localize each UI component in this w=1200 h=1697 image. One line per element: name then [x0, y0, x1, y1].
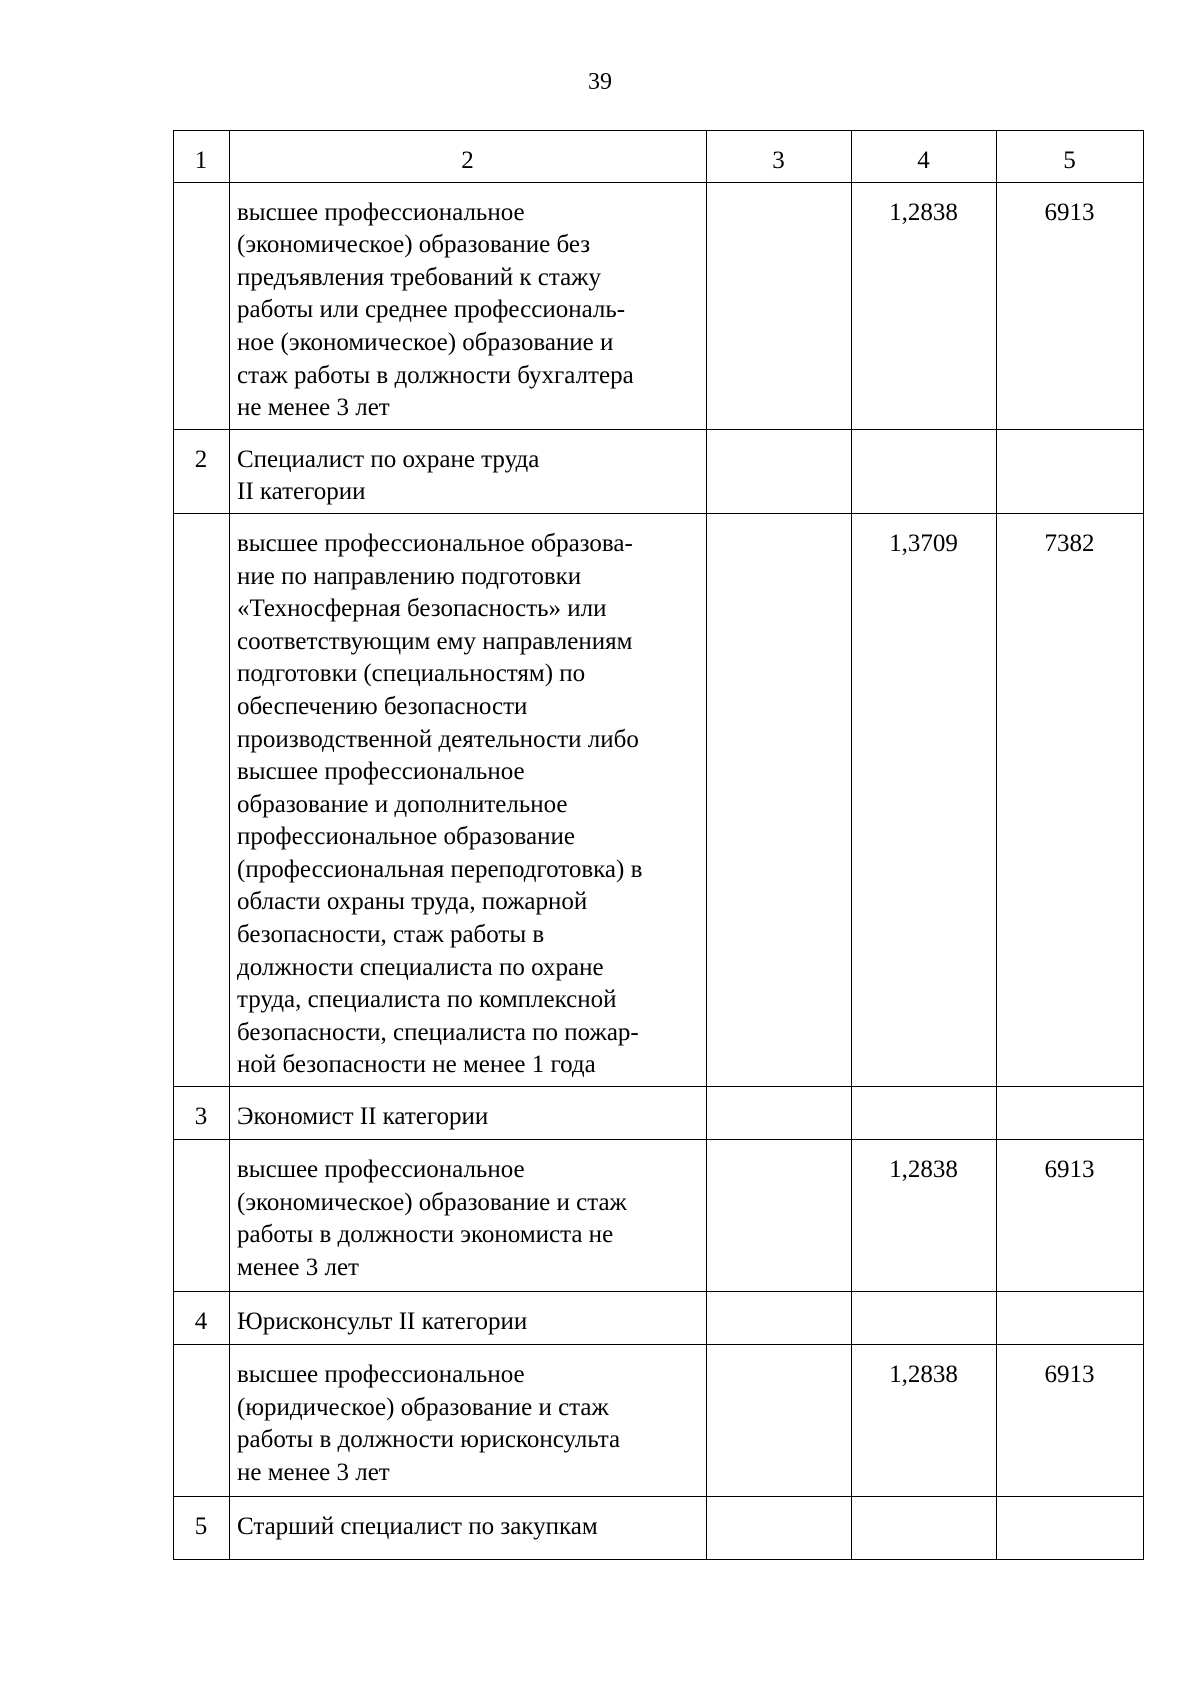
column-header-5: 5	[997, 131, 1144, 183]
coefficient-cell: 1,3709	[852, 513, 997, 1086]
table-row	[174, 182, 1144, 429]
table-header-row	[174, 131, 1144, 183]
column-3-cell	[707, 1345, 852, 1497]
row-number: 5	[174, 1497, 230, 1560]
table-row	[174, 1087, 1144, 1140]
coefficient-cell: 1,2838	[852, 1345, 997, 1497]
column-3-cell	[707, 1140, 852, 1292]
position-title: Специалист по охране труда II категории	[230, 429, 707, 513]
table-row	[174, 1140, 1144, 1292]
column-3-cell	[707, 1292, 852, 1345]
salary-cell	[997, 1087, 1144, 1140]
qualification-table	[173, 130, 1144, 1560]
salary-cell	[997, 1497, 1144, 1560]
page-number: 39	[588, 69, 612, 95]
salary-cell	[997, 1292, 1144, 1345]
coefficient-cell: 1,2838	[852, 1140, 997, 1292]
table-row	[174, 513, 1144, 1086]
column-3-cell	[707, 429, 852, 513]
salary-cell: 6913	[997, 1345, 1144, 1497]
coefficient-cell: 1,2838	[852, 182, 997, 429]
row-number	[174, 1140, 230, 1292]
salary-cell: 6913	[997, 1140, 1144, 1292]
requirement-text: высшее профессиональное (экономическое) образование без предъявления требований к стажу работы или среднее профессиональ- ное (экономическое) образование и стаж работы в должности бухгалтера не менее 3 лет	[230, 182, 707, 429]
requirement-text: высшее профессиональное (юридическое) образование и стаж работы в должности юрисконсульта не менее 3 лет	[230, 1345, 707, 1497]
coefficient-cell	[852, 1087, 997, 1140]
row-number	[174, 513, 230, 1086]
coefficient-cell	[852, 1292, 997, 1345]
row-number	[174, 1345, 230, 1497]
row-number	[174, 182, 230, 429]
column-header-4: 4	[852, 131, 997, 183]
column-3-cell	[707, 182, 852, 429]
column-header-3: 3	[707, 131, 852, 183]
salary-cell: 6913	[997, 182, 1144, 429]
column-header-1: 1	[174, 131, 230, 183]
coefficient-cell	[852, 1497, 997, 1560]
position-title: Старший специалист по закупкам	[230, 1497, 707, 1560]
column-3-cell	[707, 513, 852, 1086]
row-number: 3	[174, 1087, 230, 1140]
position-title: Юрисконсульт II категории	[230, 1292, 707, 1345]
table-row	[174, 1497, 1144, 1560]
table-row	[174, 1292, 1144, 1345]
salary-cell	[997, 429, 1144, 513]
requirement-text: высшее профессиональное (экономическое) образование и стаж работы в должности экономиста не менее 3 лет	[230, 1140, 707, 1292]
table-row	[174, 429, 1144, 513]
position-title: Экономист II категории	[230, 1087, 707, 1140]
column-3-cell	[707, 1497, 852, 1560]
table-row	[174, 1345, 1144, 1497]
column-header-2: 2	[230, 131, 707, 183]
row-number: 4	[174, 1292, 230, 1345]
column-3-cell	[707, 1087, 852, 1140]
coefficient-cell	[852, 429, 997, 513]
row-number: 2	[174, 429, 230, 513]
requirement-text: высшее профессиональное образова- ние по направлению подготовки «Техносферная безопасность» или соответствующим ему направлениям подготовки (специальностям) по обеспечению безопасности производственной деятельности либо высшее профессиональное образование и дополнительное профессиональное образование (профессиональная переподготовка) в области охраны труда, пожарной безопасности, стаж работы в должности специалиста по охране труда, специалиста по комплексной безопасности, специалиста по пожар- ной безопасности не менее 1 года	[230, 513, 707, 1086]
salary-cell: 7382	[997, 513, 1144, 1086]
